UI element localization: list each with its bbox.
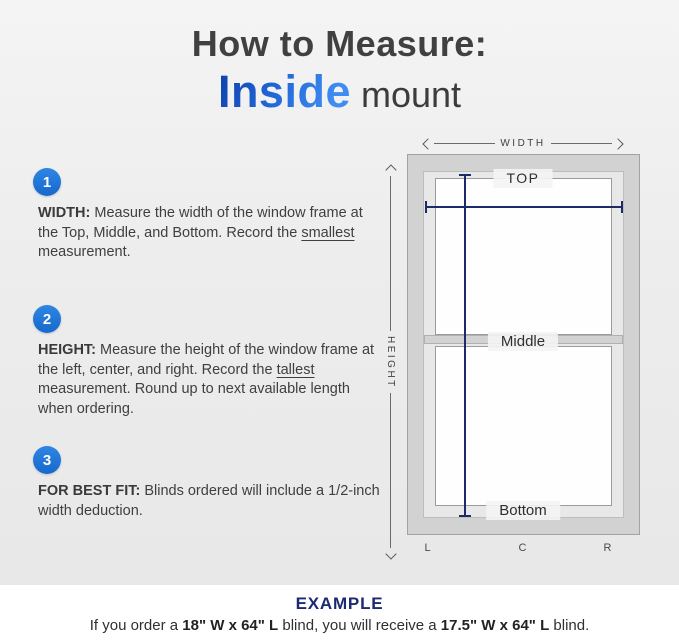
example-received-size: 17.5" W x 64" L xyxy=(440,616,550,634)
step-1-number: 1 xyxy=(42,173,52,191)
step-2-text xyxy=(38,341,378,419)
window-bottom-pane xyxy=(435,346,612,506)
step-3-lead: FOR BEST FIT: xyxy=(38,483,141,499)
top-position-label: TOP xyxy=(493,169,552,188)
example-heading: EXAMPLE xyxy=(295,593,384,613)
step-2-badge xyxy=(33,305,61,333)
title-highlight: Inside xyxy=(217,66,351,117)
arrow-left-icon xyxy=(422,138,433,149)
step-3-number: 3 xyxy=(42,451,52,469)
width-dimension-arrow xyxy=(424,137,622,150)
page-title xyxy=(0,23,679,117)
example-prefix: If you order a xyxy=(89,616,183,634)
window-top-pane xyxy=(435,178,612,335)
step-2-body: Measure the height of the window frame at the left, center, and right. Record the xyxy=(38,342,375,378)
arrow-line xyxy=(390,393,391,548)
step-3-body: Blinds ordered will include a 1/2-inch width deduction. xyxy=(38,483,380,519)
width-measure-line xyxy=(426,206,622,208)
left-marker: L xyxy=(424,542,432,554)
right-marker: R xyxy=(603,542,613,554)
example-ordered-size: 18" W x 64" L xyxy=(182,616,279,634)
example-suffix: blind. xyxy=(549,616,590,634)
step-1-underlined: smallest xyxy=(301,224,355,241)
step-3-badge xyxy=(33,446,61,474)
step-2-tail: measurement. Round up to next available length when ordering. xyxy=(38,381,350,417)
step-1-lead: WIDTH: xyxy=(38,205,91,221)
title-line-2 xyxy=(0,66,679,117)
step-2-lead: HEIGHT: xyxy=(38,342,96,358)
title-line-1: How to Measure: xyxy=(191,23,488,64)
arrow-up-icon xyxy=(385,164,396,175)
arrow-line xyxy=(551,143,612,144)
step-1-body: Measure the width of the window frame at the Top, Middle, and Bottom. Record the xyxy=(38,205,363,241)
example-sentence xyxy=(90,617,590,634)
height-dimension-arrow xyxy=(384,166,397,558)
arrow-line xyxy=(434,143,495,144)
bottom-position-label: Bottom xyxy=(486,501,560,520)
arrow-down-icon xyxy=(385,548,396,559)
step-3-text xyxy=(38,482,394,521)
title-suffix: mount xyxy=(360,74,462,115)
arrow-line xyxy=(390,176,391,331)
step-1-text xyxy=(38,204,378,263)
step-1-tail: measurement. xyxy=(38,244,131,260)
example-footer xyxy=(0,585,679,642)
height-dimension-label: HEIGHT xyxy=(385,335,396,389)
example-middle: blind, you will receive a xyxy=(278,616,441,634)
step-2-underlined: tallest xyxy=(276,361,315,378)
middle-position-label: Middle xyxy=(488,332,558,351)
width-dimension-label: WIDTH xyxy=(500,138,546,149)
step-1-badge xyxy=(33,168,61,196)
center-marker: C xyxy=(518,542,528,554)
height-measure-line xyxy=(464,175,466,516)
step-2-number: 2 xyxy=(42,310,52,328)
arrow-right-icon xyxy=(612,138,623,149)
